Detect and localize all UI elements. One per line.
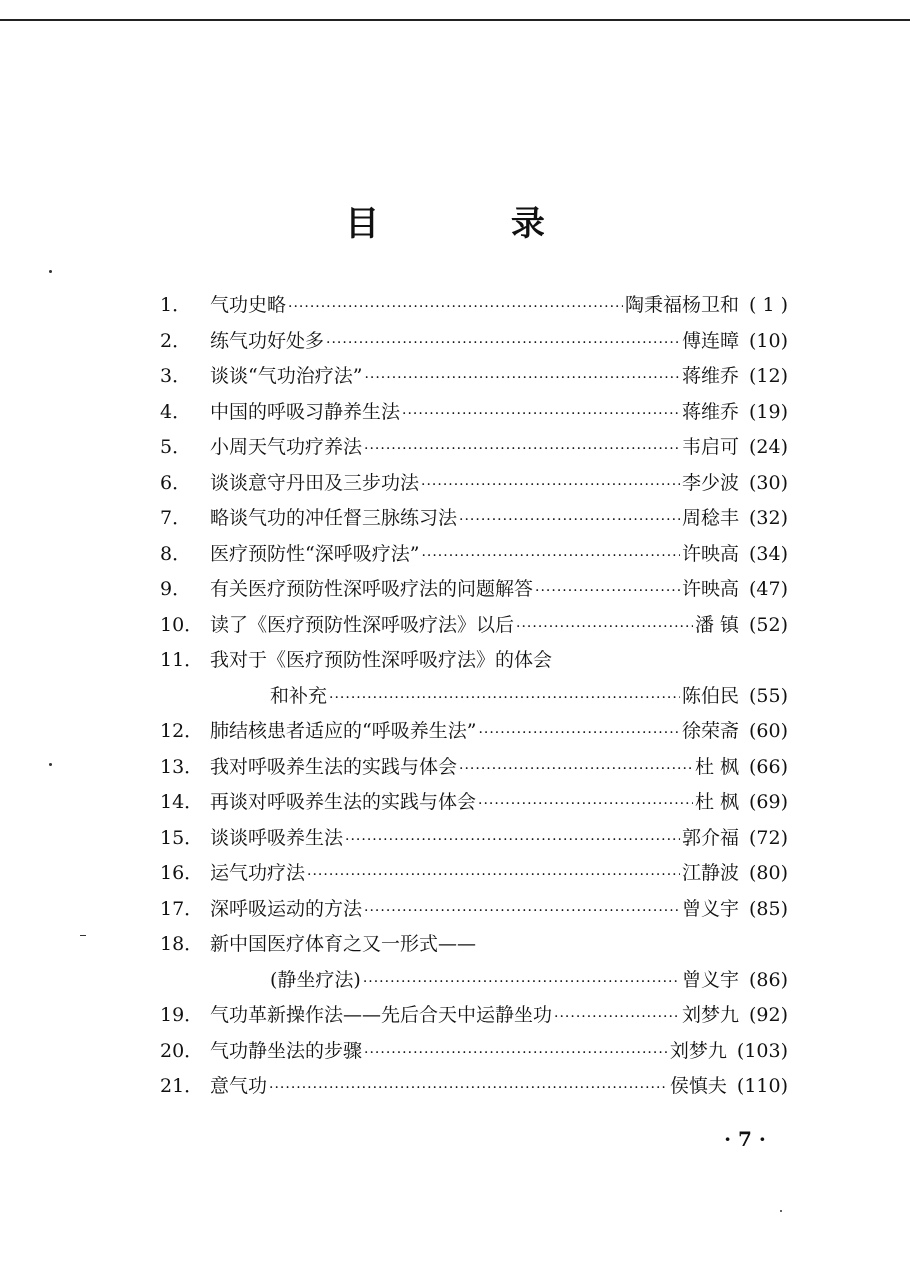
entry-number: 14． [160, 791, 204, 813]
entry-author: 曾义宇 [681, 968, 739, 991]
entry-page: (86) [748, 968, 788, 991]
toc-entry[interactable] [160, 998, 788, 1034]
entry-author: 蒋维乔 [681, 400, 739, 423]
entry-title: 深呼吸运动的方法 [210, 897, 363, 920]
entry-page: (110) [736, 1075, 788, 1097]
entry-page: (47) [748, 578, 788, 600]
entry-number: 15． [160, 826, 204, 849]
entry-title: 肺结核患者适应的“呼吸养生法” [210, 720, 477, 742]
page-number: · 7 · [724, 1127, 766, 1151]
entry-title: 谈谈呼吸养生法 [210, 826, 344, 849]
dot-leader [421, 468, 680, 504]
entry-page: (19) [748, 400, 788, 423]
dot-leader [307, 858, 680, 894]
entry-author: 杜 枫 [694, 791, 739, 813]
entry-author: 侯慎夫 [669, 1075, 727, 1097]
dot-leader [554, 1000, 680, 1036]
entry-author: 傅连暲 [681, 329, 739, 352]
dot-leader [459, 752, 693, 788]
scan-speck [780, 1210, 782, 1212]
toc-entry[interactable] [160, 856, 788, 892]
toc-entry[interactable] [160, 359, 788, 395]
entry-number: 18． [160, 933, 204, 955]
entry-author: 徐荣斋 [681, 720, 739, 742]
entry-author: 韦启可 [681, 436, 739, 458]
dot-leader [364, 432, 680, 468]
entry-author: 李少波 [681, 471, 739, 494]
entry-title: 气功静坐法的步骤 [210, 1039, 363, 1062]
toc-entry[interactable] [160, 1034, 788, 1070]
toc-entry[interactable] [160, 750, 788, 786]
entry-title: 谈谈“气功治疗法” [210, 365, 363, 387]
entry-title: 运气功疗法 [210, 862, 306, 884]
entry-title-continuation: (静坐疗法) [270, 968, 361, 991]
entry-title: 小周天气功疗养法 [210, 436, 363, 458]
dot-leader [478, 716, 680, 752]
top-rule [0, 19, 910, 21]
entry-page: (103) [736, 1039, 788, 1062]
entry-number: 6． [160, 471, 192, 494]
entry-title: 医疗预防性“深呼吸疗法” [210, 542, 420, 565]
toc-entry[interactable] [160, 892, 788, 928]
dot-leader [421, 539, 680, 575]
entry-page: (12) [748, 365, 788, 387]
toc-entry-continuation[interactable] [160, 963, 788, 999]
dot-leader [535, 574, 680, 610]
entry-page: (30) [748, 471, 788, 494]
entry-title: 再谈对呼吸养生法的实践与体会 [210, 791, 477, 813]
entry-page: (60) [748, 720, 788, 742]
entry-title: 读了《医疗预防性深呼吸疗法》以后 [210, 613, 515, 636]
entry-author: 蒋维乔 [681, 365, 739, 387]
dot-leader [459, 503, 680, 539]
entry-number: 12． [160, 720, 204, 742]
entry-number: 19． [160, 1004, 204, 1026]
toc-entry[interactable] [160, 395, 788, 431]
toc-entry[interactable] [160, 288, 788, 324]
entry-number: 1． [160, 294, 192, 316]
toc-entry[interactable] [160, 608, 788, 644]
toc-entry[interactable] [160, 537, 788, 573]
entry-number: 11． [160, 649, 204, 671]
entry-author: 陶秉福杨卫和 [624, 294, 739, 316]
dot-leader [329, 681, 680, 717]
entry-number: 21． [160, 1075, 204, 1097]
toc-entry[interactable] [160, 1069, 788, 1105]
entry-page: (32) [748, 507, 788, 529]
entry-page: (85) [748, 897, 788, 920]
entry-page: (66) [748, 755, 788, 778]
entry-title: 有关医疗预防性深呼吸疗法的问题解答 [210, 578, 534, 600]
entry-author: 许映高 [681, 578, 739, 600]
entry-title: 气功史略 [210, 294, 287, 316]
table-of-contents [160, 288, 788, 1105]
toc-entry[interactable] [160, 714, 788, 750]
entry-number: 5． [160, 436, 192, 458]
entry-title: 谈谈意守丹田及三步功法 [210, 471, 420, 494]
entry-number: 20． [160, 1039, 204, 1062]
entry-page: (24) [748, 436, 788, 458]
dot-leader [516, 610, 693, 646]
toc-entry-continuation[interactable] [160, 679, 788, 715]
entry-title: 略谈气功的冲任督三脉练习法 [210, 507, 458, 529]
toc-entry[interactable] [160, 785, 788, 821]
entry-title: 气功革新操作法——先后合天中运静坐功 [210, 1004, 553, 1026]
dot-leader [364, 361, 680, 397]
entry-number: 2． [160, 329, 192, 352]
entry-author: 许映高 [681, 542, 739, 565]
entry-author: 陈伯民 [681, 684, 739, 707]
entry-page: (10) [748, 329, 788, 352]
dot-leader [402, 397, 680, 433]
dot-leader [364, 894, 680, 930]
entry-author: 曾义宇 [681, 897, 739, 920]
entry-author: 江静波 [681, 862, 739, 884]
scan-speck [49, 763, 52, 766]
entry-author: 周稔丰 [681, 507, 739, 529]
entry-number: 8． [160, 542, 192, 565]
dot-leader [363, 965, 680, 1001]
entry-author: 刘梦九 [681, 1004, 739, 1026]
entry-author: 刘梦九 [669, 1039, 727, 1062]
dot-leader [364, 1036, 668, 1072]
entry-title-continuation: 和补充 [270, 684, 328, 707]
entry-number: 9． [160, 578, 192, 600]
entry-number: 10． [160, 613, 204, 636]
entry-title: 中国的呼吸习静养生法 [210, 400, 401, 423]
entry-number: 4． [160, 400, 192, 423]
toc-entry[interactable] [160, 927, 788, 963]
entry-author: 潘 镇 [694, 613, 739, 636]
entry-title: 我对于《医疗预防性深呼吸疗法》的体会 [210, 649, 553, 671]
dot-leader [478, 787, 693, 823]
entry-page: (80) [748, 862, 788, 884]
toc-entry[interactable] [160, 466, 788, 502]
entry-page: ( 1 ) [749, 294, 788, 316]
entry-number: 17． [160, 897, 204, 920]
toc-entry[interactable] [160, 643, 788, 679]
entry-page: (69) [748, 791, 788, 813]
entry-number: 16． [160, 862, 204, 884]
dot-leader [326, 326, 680, 362]
dot-leader [269, 1071, 668, 1107]
entry-number: 7． [160, 507, 192, 529]
dot-leader [288, 290, 623, 326]
entry-page: (92) [748, 1004, 788, 1026]
entry-title: 我对呼吸养生法的实践与体会 [210, 755, 458, 778]
entry-page: (52) [748, 613, 788, 636]
entry-title: 练气功好处多 [210, 329, 325, 352]
toc-entry[interactable] [160, 821, 788, 857]
entry-page: (55) [748, 684, 788, 707]
entry-page: (72) [748, 826, 788, 849]
toc-entry[interactable] [160, 572, 788, 608]
entry-author: 郭介福 [681, 826, 739, 849]
entry-number: 3． [160, 365, 192, 387]
entry-page: (34) [748, 542, 788, 565]
entry-title: 新中国医疗体育之又一形式—— [210, 933, 477, 955]
toc-entry[interactable] [160, 324, 788, 360]
entry-number: 13． [160, 755, 204, 778]
scan-speck [80, 935, 86, 936]
page-title: 目 录 [345, 204, 605, 244]
entry-author: 杜 枫 [694, 755, 739, 778]
dot-leader [345, 823, 680, 859]
scan-speck [49, 270, 52, 273]
entry-title: 意气功 [210, 1075, 268, 1097]
toc-entry[interactable] [160, 430, 788, 466]
toc-entry[interactable] [160, 501, 788, 537]
